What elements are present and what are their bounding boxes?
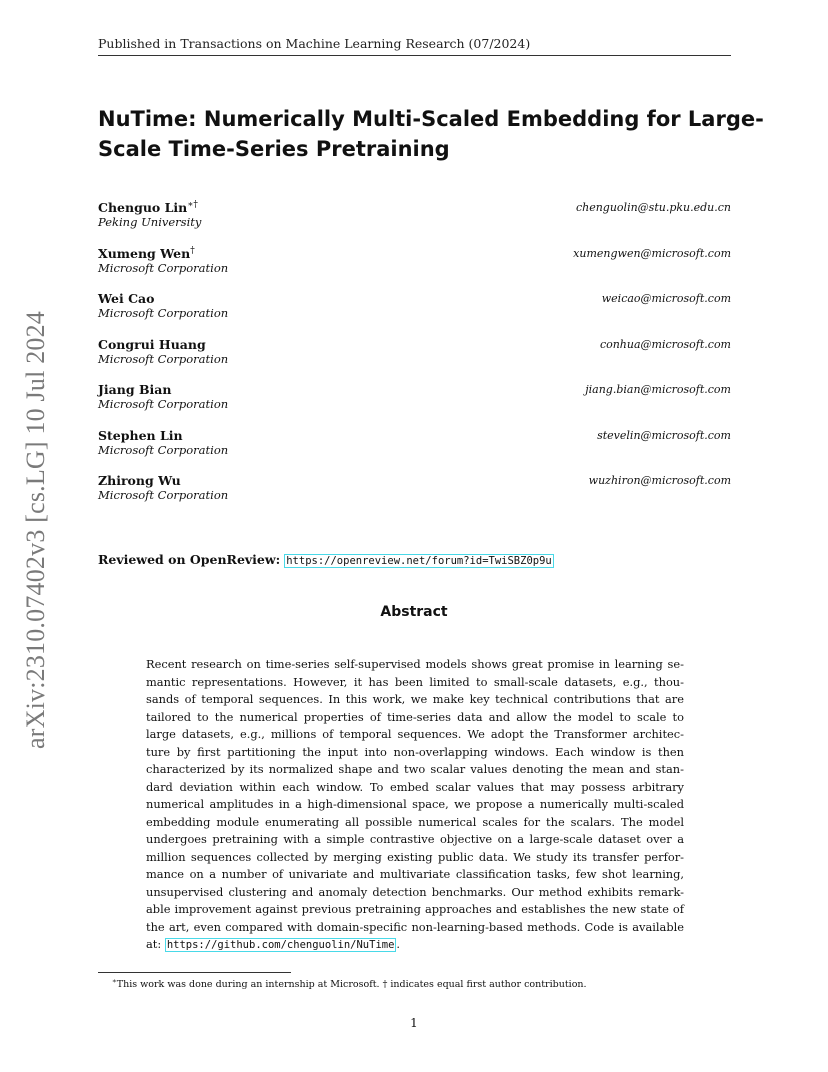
- author-name: Wei Cao: [98, 291, 155, 306]
- author-block: [98, 291, 731, 325]
- abstract-line: the art, even compared with domain-specific non-learning-based methods. Code is available: [146, 919, 684, 934]
- author-block: [98, 200, 731, 234]
- abstract-heading: Abstract: [380, 604, 448, 620]
- author-email: weicao@microsoft.com: [601, 292, 731, 305]
- abstract-line: mance on a number of univariate and multivariate classification tasks, few shot learning,: [146, 867, 684, 881]
- abstract-line: million sequences collected by merging existing public data. We study its transfer perfor-: [146, 849, 684, 864]
- author-block: [98, 428, 731, 462]
- abstract-last-line: at: https://github.com/chenguolin/NuTime .: [146, 937, 401, 951]
- abstract-line: unsupervised clustering and anomaly detection benchmarks. Our method exhibits remark-: [146, 884, 684, 899]
- title-line: Scale Time-Series Pretraining: [98, 137, 450, 161]
- author-affiliation: Microsoft Corporation: [98, 443, 229, 457]
- author-affiliation: Microsoft Corporation: [98, 261, 229, 275]
- author-block: [98, 382, 731, 416]
- author-block: [98, 246, 731, 280]
- openreview-label: Reviewed on OpenReview:: [98, 552, 281, 567]
- author-name: Xumeng Wen†: [98, 246, 195, 262]
- author-email: jiang.bian@microsoft.com: [585, 383, 731, 396]
- author-name: Congrui Huang: [98, 337, 206, 352]
- title-line: NuTime: Numerically Multi-Scaled Embedding for Large-: [98, 107, 764, 131]
- paper-title: [98, 104, 764, 164]
- author-mark: ∗†: [187, 200, 198, 210]
- footnote-mark: ∗: [112, 977, 117, 985]
- author-email: stevelin@microsoft.com: [597, 429, 731, 442]
- author-email: chenguolin@stu.pku.edu.cn: [575, 201, 731, 214]
- author-affiliation: Microsoft Corporation: [98, 488, 229, 502]
- openreview-link[interactable]: https://openreview.net/forum?id=TwiSBZ0p9u: [286, 555, 552, 567]
- arxiv-stamp: arXiv:2310.07402v3 [cs.LG] 10 Jul 2024: [21, 311, 50, 749]
- author-email: xumengwen@microsoft.com: [573, 247, 731, 260]
- author-affiliation: Microsoft Corporation: [98, 306, 229, 320]
- footnote-text: This work was done during an internship at Microsoft. † indicates equal first author contribution.: [116, 979, 587, 991]
- abstract-line: numerical amplitudes in a high-dimensional space, we propose a numerically multi-scaled: [146, 797, 684, 811]
- abstract-line: ture by first partitioning the input into non-overlapping windows. Each window is then: [146, 744, 684, 759]
- footnote-rule: [98, 972, 291, 973]
- author-name: Jiang Bian: [98, 382, 172, 397]
- author-name: Chenguo Lin∗†: [98, 200, 198, 216]
- author-block: [98, 337, 731, 371]
- author-affiliation: Peking University: [98, 215, 202, 229]
- author-mark: †: [190, 246, 195, 256]
- running-header: Published in Transactions on Machine Learning Research (07/2024): [98, 36, 731, 56]
- abstract-line: large datasets, e.g., millions of temporal sequences. We adopt the Transformer architec-: [146, 727, 684, 741]
- openreview-line: [98, 552, 554, 567]
- author-name: Stephen Lin: [98, 428, 183, 443]
- abstract-line: Recent research on time-series self-supervised models shows great promise in learning se-: [146, 657, 684, 671]
- abstract-line: mantic representations. However, it has been limited to small-scale datasets, e.g., thou-: [146, 674, 684, 689]
- author-block: [98, 473, 731, 507]
- author-affiliation: Microsoft Corporation: [98, 397, 229, 411]
- code-link[interactable]: https://github.com/chenguolin/NuTime: [166, 939, 395, 951]
- author-name: Zhirong Wu: [98, 473, 181, 488]
- abstract-line: able improvement against previous pretraining approaches and establishes the new state of: [146, 902, 684, 916]
- author-affiliation: Microsoft Corporation: [98, 352, 229, 366]
- abstract-line: undergoes pretraining with a simple contrastive objective on a large-scale dataset over a: [146, 832, 684, 846]
- abstract-line: characterized by its normalized shape and two scalar values denoting the mean and stan-: [146, 762, 684, 776]
- abstract-line: tailored to the numerical properties of time-series data and allow the model to scale to: [146, 709, 684, 724]
- footnote: [112, 977, 587, 990]
- abstract-line: dard deviation within each window. To embed scalar values that may possess arbitrary: [146, 779, 684, 794]
- abstract-line: sands of temporal sequences. In this work, we make key technical contributions that are: [146, 692, 684, 706]
- author-email: wuzhiron@microsoft.com: [588, 474, 731, 487]
- abstract-body: [146, 656, 684, 955]
- abstract-line: embedding module enumerating all possible numerical scales for the scalars. The model: [146, 814, 684, 829]
- author-email: conhua@microsoft.com: [599, 338, 731, 351]
- page-number: 1: [410, 1016, 418, 1030]
